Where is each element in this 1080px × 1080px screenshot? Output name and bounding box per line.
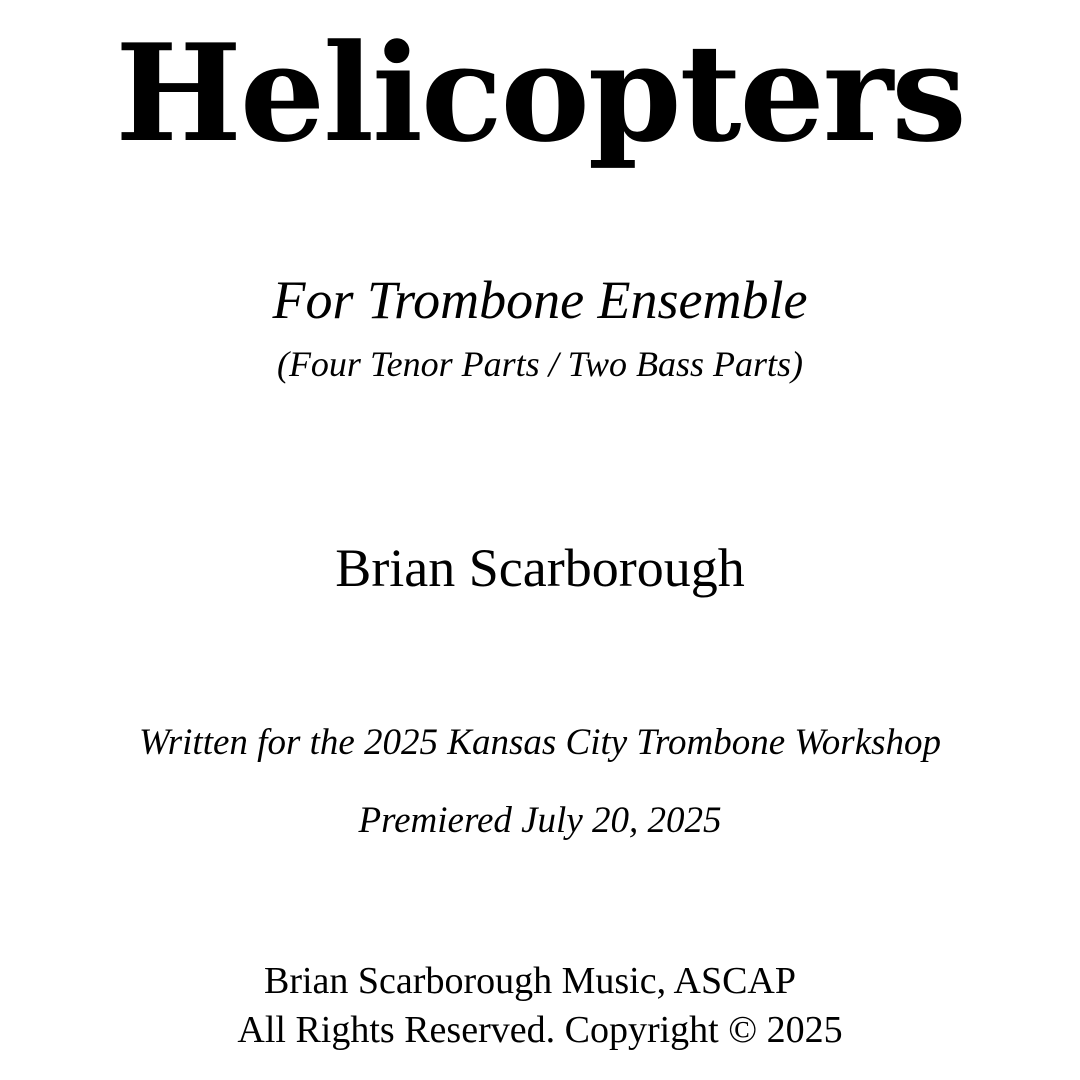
copyright-line: All Rights Reserved. Copyright © 2025 (237, 1009, 843, 1051)
premiere-date: Premiered July 20, 2025 (358, 800, 722, 841)
score-title: Helicopters (115, 14, 965, 172)
ensemble-subtitle: For Trombone Ensemble (272, 270, 808, 330)
composer-name: Brian Scarborough (335, 538, 745, 598)
instrumentation-note: (Four Tenor Parts / Two Bass Parts) (276, 344, 804, 384)
publisher-line: Brian Scarborough Music, ASCAP (264, 960, 796, 1002)
dedication-line: Written for the 2025 Kansas City Trombone Workshop (138, 722, 942, 763)
